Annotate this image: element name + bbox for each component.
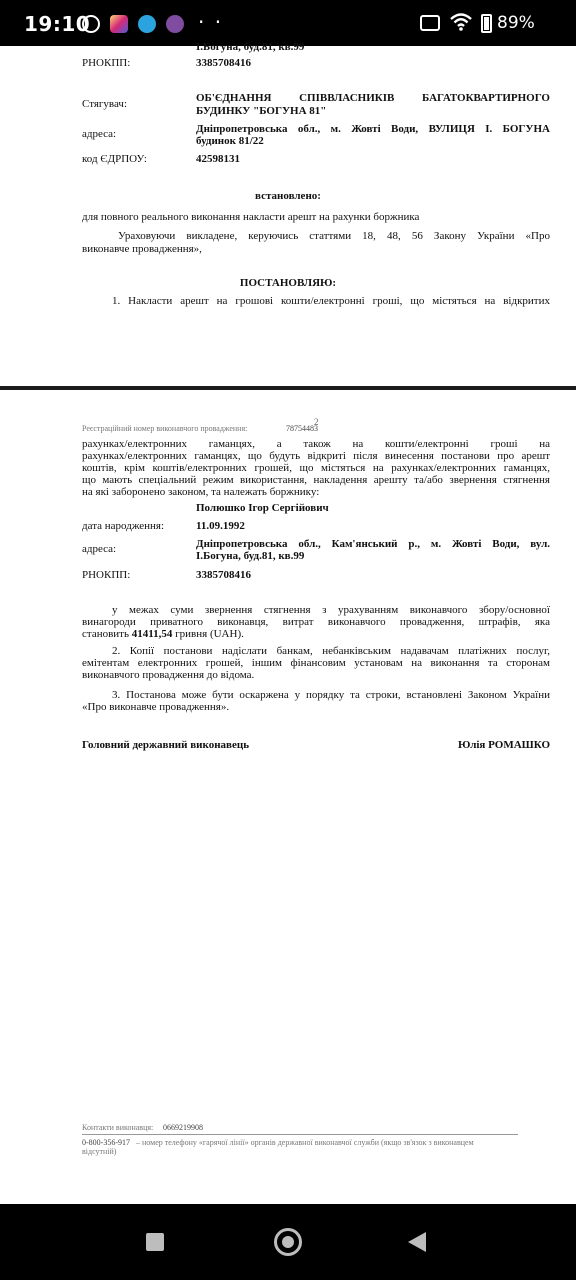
- back-icon[interactable]: [408, 1232, 426, 1252]
- home-icon-dot: [282, 1236, 294, 1248]
- item2-line2: емітентам електронних грошей, іншим фінансовим установам на виконання та сторонам: [82, 657, 550, 669]
- dob-label: дата народження:: [82, 520, 165, 532]
- signer-name: Юлія РОМАШКО: [457, 739, 550, 751]
- debtor-address-label: адреса:: [82, 543, 117, 555]
- debtor-rnokpp-value: 3385708416: [196, 569, 251, 581]
- item1-cont-line1: рахунках/електронних гаманцях, а також на кошти/електронні гроші на: [82, 438, 550, 450]
- limit-prefix: становить: [82, 628, 129, 640]
- navigation-bar: [0, 1204, 576, 1280]
- recents-icon[interactable]: [146, 1233, 164, 1251]
- limit-line3: [82, 628, 244, 641]
- status-time: 19:10: [24, 12, 91, 36]
- item1-cont-line4: що мають спеціальний режим використання, накладення арешту та/або звернення стягнення: [82, 474, 550, 486]
- battery-level-fill: [484, 17, 489, 30]
- rnokpp-label: РНОКПП:: [82, 57, 131, 69]
- contacts-label: Контакти виконавця:: [82, 1123, 154, 1132]
- considering-line1: Ураховуючи викладене, керуючись статтями 18, 48, 56 Закону України «Про: [118, 230, 550, 242]
- item2-line1: 2. Копії постанови надіслати банкам, небанківським надавачам платіжних послуг,: [112, 645, 550, 657]
- edrpou-label: код ЄДРПОУ:: [82, 153, 147, 165]
- status-bar: [0, 0, 576, 46]
- battery-icon: [481, 14, 492, 33]
- item2-line3: виконавчого провадження до відома.: [82, 669, 255, 681]
- item1-cont-line2: рахунках/електронних гаманцях, що будуть відкриті після винесення постанови про арешт: [82, 450, 550, 462]
- footer-divider: [82, 1134, 518, 1135]
- sim-off-icon: [420, 15, 440, 31]
- debtor-address-line1: Дніпропетровська обл., Кам'янський р., м. Жовті Води, вул.: [196, 538, 550, 550]
- limit-line2: винагороди приватного виконавця, витрат виконавчого провадження, штрафів, яка: [82, 616, 550, 628]
- hotline-text: – номер телефону «гарячої лінії» органів державної виконавчої служби (якщо зв'язок з виконавцем: [136, 1138, 474, 1147]
- reg-number-label: Реєстраційний номер виконавчого провадження:: [82, 424, 248, 433]
- claimant-name-line1: ОБ'ЄДНАННЯ СПІВВЛАСНИКІВ БАГАТОКВАРТИРНОГО: [196, 92, 550, 104]
- rnokpp-value: 3385708416: [196, 57, 251, 69]
- reg-number-value: 78754483: [286, 424, 318, 433]
- debtor-rnokpp-label: РНОКПП:: [82, 569, 131, 581]
- limit-amount: 41411,54: [131, 628, 173, 640]
- viber-icon: [166, 15, 184, 33]
- item1-cont-line5: на які заборонено законом, та належать боржнику:: [82, 486, 320, 498]
- hotline-number: 0-800-356-917: [82, 1138, 130, 1147]
- edrpou-value: 42598131: [196, 153, 240, 165]
- contacts-value: 0669219908: [163, 1123, 203, 1132]
- wifi-icon: [450, 12, 472, 32]
- limit-suffix: гривня (UAH).: [175, 628, 244, 640]
- telegram-icon: [138, 15, 156, 33]
- instagram-icon: [110, 15, 128, 33]
- established-text: для повного реального виконання накласти арешт на рахунки боржника: [82, 211, 420, 223]
- claimant-address-line2: будинок 81/22: [196, 135, 264, 147]
- resolve-heading: ПОСТАНОВЛЯЮ:: [239, 277, 337, 289]
- item1-start: 1. Накласти арешт на грошові кошти/електронні гроші, що містяться на відкритих: [112, 295, 550, 307]
- claimant-address-label: адреса:: [82, 128, 117, 140]
- debtor-address-cut: І.Богуна, буд.81, кв.99: [196, 41, 305, 53]
- debtor-address-line2: І.Богуна, буд.81, кв.99: [196, 550, 305, 562]
- page-number: 2: [314, 417, 319, 427]
- more-notifications-indicator: · ·: [198, 10, 224, 34]
- considering-line2: виконавче провадження»,: [82, 243, 202, 255]
- alarm-icon: [82, 15, 100, 33]
- battery-percentage: 89%: [497, 13, 535, 33]
- limit-line1: у межах суми звернення стягнення з урахуванням виконавчого збору/основної: [112, 604, 550, 616]
- claimant-label: Стягувач:: [82, 98, 128, 110]
- debtor-name: Полюшко Ігор Сергійович: [196, 502, 329, 514]
- claimant-name-line2: БУДИНКУ "БОГУНА 81": [196, 105, 327, 117]
- item3-line2: «Про виконавче провадження».: [82, 701, 230, 713]
- item1-cont-line3: коштів, крім коштів/електронних грошей, що містяться на рахунках/електронних гаманцях,: [82, 462, 550, 474]
- item3-line1: 3. Постанова може бути оскаржена у порядку та строки, встановлені Законом України: [112, 689, 550, 701]
- dob-value: 11.09.1992: [196, 520, 245, 532]
- document-page-1[interactable]: [0, 41, 576, 386]
- document-page-2[interactable]: [0, 390, 576, 1204]
- claimant-address-line1: Дніпропетровська обл., м. Жовті Води, ВУЛИЦЯ І. БОГУНА: [196, 123, 550, 135]
- home-icon[interactable]: [274, 1228, 302, 1256]
- hotline-text-2: відсутній): [82, 1147, 117, 1156]
- signer-title: Головний державний виконавець: [82, 739, 250, 751]
- established-heading: встановлено:: [255, 190, 321, 202]
